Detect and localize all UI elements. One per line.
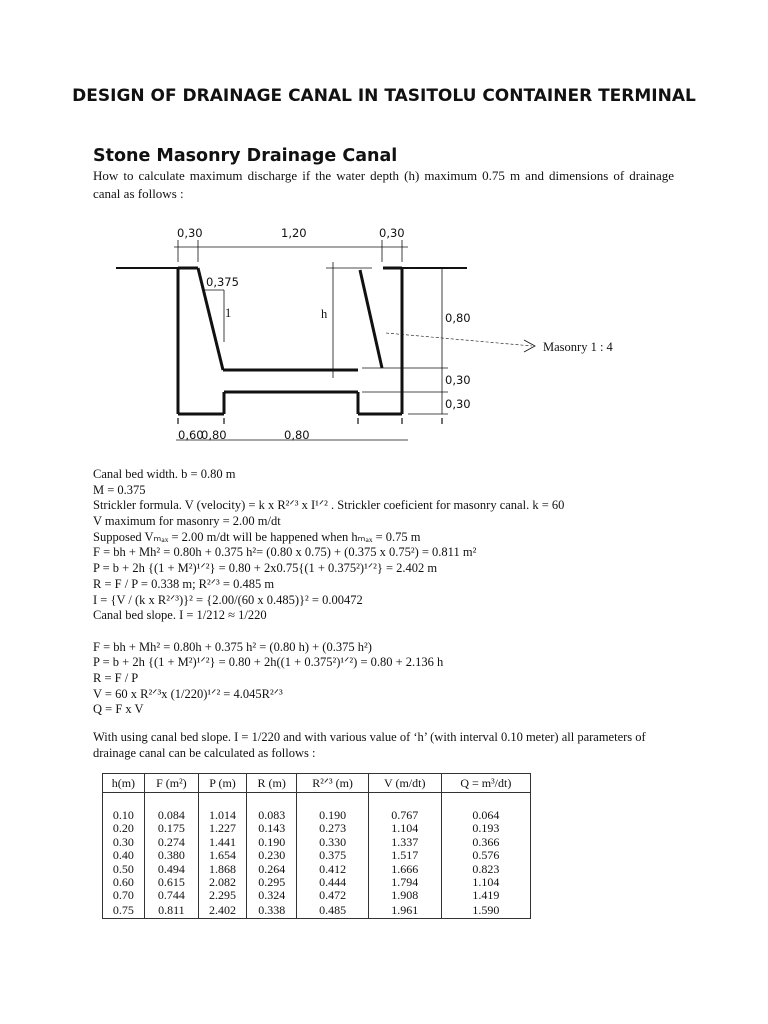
cell-v: 0.767 (368, 809, 441, 822)
calc-line: I = {V / (k x R²ᐟ³)}² = {2.00/(60 x 0.485)}² = 0.00472 (93, 592, 363, 607)
cell-r23: 0.273 (297, 822, 368, 835)
cell-q: 1.590 (441, 903, 530, 919)
cell-p: 1.441 (199, 836, 247, 849)
cell-p: 2.295 (199, 889, 247, 902)
calc-line: M = 0.375 (93, 482, 146, 497)
cell-h: 0.50 (103, 863, 145, 876)
cell-f: 0.274 (144, 836, 198, 849)
dim-top-middle: 1,20 (281, 226, 307, 240)
cell-q: 0.064 (441, 809, 530, 822)
cell-f: 0.380 (144, 849, 198, 862)
dim-right-base: 0,30 (445, 397, 471, 411)
canal-cross-section-diagram (0, 215, 768, 445)
calc-line: Q = F x V (93, 702, 144, 717)
calc-line: Supposed Vₘₐₓ = 2.00 m/dt will be happened when hₘₐₓ = 0.75 m (93, 529, 421, 544)
table-row (103, 809, 531, 822)
calc-line: Canal bed slope. I = 1/212 ≈ 1/220 (93, 608, 267, 623)
cell-v: 1.517 (368, 849, 441, 862)
col-header-q: Q = m³/dt) (441, 774, 530, 793)
col-header-r23: R²ᐟ³ (m) (297, 774, 368, 793)
cell-f: 0.175 (144, 822, 198, 835)
cell-h: 0.75 (103, 903, 145, 919)
cell-r: 0.264 (247, 863, 297, 876)
dim-right-wall: 0,80 (445, 311, 471, 325)
masonry-label: Masonry 1 : 4 (543, 340, 613, 354)
section-heading: Stone Masonry Drainage Canal (93, 146, 398, 166)
cell-f: 0.615 (144, 876, 198, 889)
cell-r23: 0.375 (297, 849, 368, 862)
cell-r: 0.230 (247, 849, 297, 862)
calc-line: V = 60 x R²ᐟ³x (1/220)¹ᐟ² = 4.045R²ᐟ³ (93, 686, 283, 701)
cell-r: 0.338 (247, 903, 297, 919)
calc-line: P = b + 2h {(1 + M²)¹ᐟ²} = 0.80 + 2h((1 + 0.375²)¹ᐟ²) = 0.80 + 2.136 h (93, 655, 444, 670)
cell-v: 1.337 (368, 836, 441, 849)
cell-h: 0.70 (103, 889, 145, 902)
cell-r23: 0.485 (297, 903, 368, 919)
parameters-paragraph: With using canal bed slope. I = 1/220 and with various value of ‘h’ (with interval 0.10 meter) all parameters of drainage canal can be calculated as follows : (93, 730, 646, 760)
calc-line: P = b + 2h {(1 + M²)¹ᐟ²} = 0.80 + 2x0.75{(1 + 0.375²)¹ᐟ²} = 2.402 m (93, 561, 438, 576)
col-header-v: V (m/dt) (368, 774, 441, 793)
dim-bottom-2: 0,80 (201, 428, 227, 442)
calc-line: F = bh + Mh² = 0.80h + 0.375 h² = (0.80 h) + (0.375 h²) (93, 639, 372, 654)
cell-p: 2.082 (199, 876, 247, 889)
cell-h: 0.10 (103, 809, 145, 822)
table-header-row (103, 774, 531, 793)
dim-top-left: 0,30 (177, 226, 203, 240)
table-row (103, 849, 531, 862)
cell-r23: 0.472 (297, 889, 368, 902)
col-header-h: h(m) (103, 774, 145, 793)
cell-f: 0.084 (144, 809, 198, 822)
table-row (103, 863, 531, 876)
cell-r23: 0.190 (297, 809, 368, 822)
table-spacer-row (103, 793, 531, 810)
calc-line: R = F / P = 0.338 m; R²ᐟ³ = 0.485 m (93, 576, 275, 591)
intro-paragraph: How to calculate maximum discharge if the water depth (h) maximum 0.75 m and dimensions of drainage canal as follows : (93, 168, 674, 201)
cell-p: 1.868 (199, 863, 247, 876)
table-row (103, 822, 531, 835)
cell-p: 1.014 (199, 809, 247, 822)
col-header-r: R (m) (247, 774, 297, 793)
document-title: DESIGN OF DRAINAGE CANAL IN TASITOLU CONTAINER TERMINAL (72, 86, 696, 106)
calc-line: Canal bed width. b = 0.80 m (93, 467, 236, 481)
slope-vertical-label: 1 (225, 306, 232, 320)
slope-horizontal-label: 0,375 (206, 275, 239, 289)
cell-v: 1.908 (368, 889, 441, 902)
cell-r: 0.190 (247, 836, 297, 849)
cell-q: 0.366 (441, 836, 530, 849)
col-header-f: F (m²) (144, 774, 198, 793)
depth-h-label: h (321, 307, 328, 321)
dim-bottom-3: 0,80 (284, 428, 310, 442)
calc-line: Strickler formula. V (velocity) = k x R²ᐟ³ x I¹ᐟ² . Strickler coeficient for masonry canal. k = 60 (93, 498, 565, 513)
cell-r: 0.143 (247, 822, 297, 835)
dim-top-right: 0,30 (379, 226, 405, 240)
cell-p: 2.402 (199, 903, 247, 919)
dim-right-bed: 0,30 (445, 373, 471, 387)
cell-v: 1.794 (368, 876, 441, 889)
calculation-block (93, 467, 693, 718)
cell-v: 1.666 (368, 863, 441, 876)
cell-h: 0.40 (103, 849, 145, 862)
cell-f: 0.744 (144, 889, 198, 902)
calc-line: F = bh + Mh² = 0.80h + 0.375 h²= (0.80 x 0.75) + (0.375 x 0.75²) = 0.811 m² (93, 545, 477, 560)
cell-v: 1.961 (368, 903, 441, 919)
calc-line: R = F / P (93, 670, 139, 685)
cell-h: 0.60 (103, 876, 145, 889)
cell-r: 0.295 (247, 876, 297, 889)
cell-p: 1.654 (199, 849, 247, 862)
cell-r23: 0.444 (297, 876, 368, 889)
dim-bottom-1: 0,60 (178, 428, 204, 442)
cell-q: 1.419 (441, 889, 530, 902)
cell-r23: 0.412 (297, 863, 368, 876)
cell-q: 0.193 (441, 822, 530, 835)
cell-q: 1.104 (441, 876, 530, 889)
cell-p: 1.227 (199, 822, 247, 835)
col-header-p: P (m) (199, 774, 247, 793)
calc-line: V maximum for masonry = 2.00 m/dt (93, 514, 281, 529)
table-row (103, 836, 531, 849)
results-table (102, 773, 531, 919)
cell-h: 0.30 (103, 836, 145, 849)
cell-r23: 0.330 (297, 836, 368, 849)
cell-f: 0.494 (144, 863, 198, 876)
cell-q: 0.576 (441, 849, 530, 862)
cell-q: 0.823 (441, 863, 530, 876)
table-row (103, 876, 531, 889)
cell-r: 0.083 (247, 809, 297, 822)
table-row (103, 903, 531, 919)
calc-spacer (93, 624, 693, 640)
cell-f: 0.811 (144, 903, 198, 919)
cell-r: 0.324 (247, 889, 297, 902)
table-row (103, 889, 531, 902)
cell-v: 1.104 (368, 822, 441, 835)
cell-h: 0.20 (103, 822, 145, 835)
